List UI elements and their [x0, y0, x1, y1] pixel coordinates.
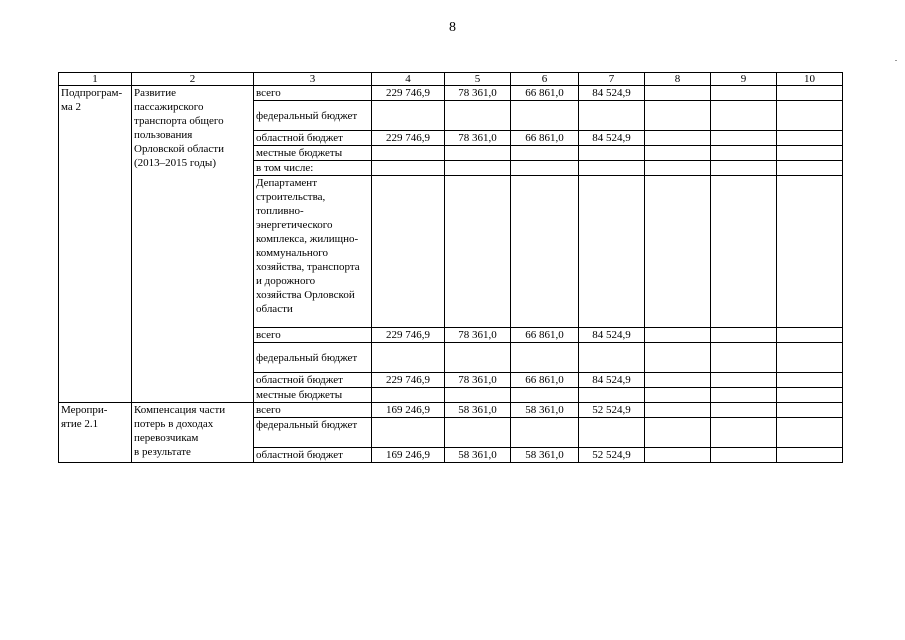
value-cell: 58 361,0	[511, 448, 579, 463]
subprogram-code: Подпрограм- ма 2	[59, 86, 132, 403]
value-cell: 169 246,9	[372, 448, 445, 463]
value-cell	[511, 161, 579, 176]
scan-artifact	[895, 60, 897, 61]
empty-cell	[711, 388, 777, 403]
value-cell: 66 861,0	[511, 86, 579, 101]
value-cell: 58 361,0	[445, 403, 511, 418]
value-cell	[445, 176, 511, 328]
value-cell	[445, 161, 511, 176]
column-number: 7	[579, 73, 645, 86]
value-cell: 78 361,0	[445, 328, 511, 343]
empty-cell	[645, 328, 711, 343]
column-number: 4	[372, 73, 445, 86]
value-cell	[372, 146, 445, 161]
value-cell	[579, 176, 645, 328]
page-number: 8	[449, 20, 456, 35]
value-cell: 84 524,9	[579, 86, 645, 101]
value-cell: 66 861,0	[511, 131, 579, 146]
column-number: 8	[645, 73, 711, 86]
empty-cell	[711, 161, 777, 176]
empty-cell	[777, 101, 843, 131]
empty-cell	[711, 101, 777, 131]
empty-cell	[645, 131, 711, 146]
empty-cell	[711, 418, 777, 448]
value-cell	[372, 388, 445, 403]
measure-code: Меропри- ятие 2.1	[59, 403, 132, 463]
funding-source: всего	[254, 328, 372, 343]
value-cell: 229 746,9	[372, 373, 445, 388]
funding-source: федеральный бюджет	[254, 343, 372, 373]
empty-cell	[711, 373, 777, 388]
empty-cell	[645, 176, 711, 328]
value-cell	[372, 101, 445, 131]
value-cell	[511, 418, 579, 448]
funding-source: областной бюджет	[254, 448, 372, 463]
empty-cell	[645, 388, 711, 403]
empty-cell	[645, 146, 711, 161]
value-cell	[372, 343, 445, 373]
funding-source: всего	[254, 403, 372, 418]
empty-cell	[711, 448, 777, 463]
column-number: 9	[711, 73, 777, 86]
empty-cell	[711, 86, 777, 101]
measure-name: Компенсация части потерь в доходах перевозчикам в результате	[132, 403, 254, 463]
value-cell	[511, 101, 579, 131]
value-cell: 52 524,9	[579, 448, 645, 463]
value-cell: 58 361,0	[511, 403, 579, 418]
value-cell	[511, 388, 579, 403]
funding-source: федеральный бюджет	[254, 418, 372, 448]
empty-cell	[645, 161, 711, 176]
value-cell	[511, 343, 579, 373]
funding-source: местные бюджеты	[254, 388, 372, 403]
value-cell	[445, 418, 511, 448]
value-cell	[579, 146, 645, 161]
empty-cell	[711, 343, 777, 373]
value-cell	[579, 101, 645, 131]
empty-cell	[711, 176, 777, 328]
empty-cell	[711, 403, 777, 418]
empty-cell	[645, 448, 711, 463]
funding-source: местные бюджеты	[254, 146, 372, 161]
value-cell: 66 861,0	[511, 373, 579, 388]
responsible-department: Департамент строительства, топливно- энергетического комплекса, жилищно- коммунального хозяйства, транспорта и дорожного хозяйства Орловской области	[254, 176, 372, 328]
empty-cell	[777, 161, 843, 176]
funding-source: федеральный бюджет	[254, 101, 372, 131]
empty-cell	[777, 146, 843, 161]
empty-cell	[711, 328, 777, 343]
value-cell	[445, 146, 511, 161]
empty-cell	[777, 343, 843, 373]
column-number: 10	[777, 73, 843, 86]
value-cell	[445, 343, 511, 373]
empty-cell	[645, 403, 711, 418]
empty-cell	[645, 343, 711, 373]
value-cell	[372, 418, 445, 448]
empty-cell	[645, 86, 711, 101]
value-cell: 84 524,9	[579, 131, 645, 146]
empty-cell	[777, 448, 843, 463]
value-cell	[579, 161, 645, 176]
empty-cell	[645, 373, 711, 388]
column-number: 6	[511, 73, 579, 86]
funding-source: областной бюджет	[254, 373, 372, 388]
value-cell	[579, 343, 645, 373]
value-cell: 169 246,9	[372, 403, 445, 418]
empty-cell	[777, 328, 843, 343]
value-cell: 78 361,0	[445, 373, 511, 388]
funding-source: областной бюджет	[254, 131, 372, 146]
value-cell: 84 524,9	[579, 373, 645, 388]
empty-cell	[777, 176, 843, 328]
value-cell: 78 361,0	[445, 86, 511, 101]
value-cell	[579, 388, 645, 403]
value-cell	[445, 101, 511, 131]
empty-cell	[645, 101, 711, 131]
table-row	[59, 403, 843, 418]
funding-source: всего	[254, 86, 372, 101]
value-cell	[445, 388, 511, 403]
value-cell: 229 746,9	[372, 86, 445, 101]
value-cell	[579, 418, 645, 448]
value-cell: 66 861,0	[511, 328, 579, 343]
value-cell	[511, 146, 579, 161]
column-number: 1	[59, 73, 132, 86]
value-cell: 78 361,0	[445, 131, 511, 146]
empty-cell	[777, 373, 843, 388]
value-cell: 52 524,9	[579, 403, 645, 418]
table-row	[59, 86, 843, 101]
empty-cell	[777, 86, 843, 101]
value-cell: 58 361,0	[445, 448, 511, 463]
empty-cell	[711, 146, 777, 161]
value-cell: 229 746,9	[372, 131, 445, 146]
value-cell	[372, 161, 445, 176]
funding-source: в том числе:	[254, 161, 372, 176]
empty-cell	[645, 418, 711, 448]
empty-cell	[777, 403, 843, 418]
subprogram-name: Развитие пассажирского транспорта общего пользования Орловской области (2013–2015 годы)	[132, 86, 254, 403]
empty-cell	[777, 388, 843, 403]
value-cell	[372, 176, 445, 328]
column-number: 2	[132, 73, 254, 86]
column-number: 5	[445, 73, 511, 86]
value-cell: 84 524,9	[579, 328, 645, 343]
value-cell	[511, 176, 579, 328]
empty-cell	[711, 131, 777, 146]
empty-cell	[777, 131, 843, 146]
column-number: 3	[254, 73, 372, 86]
column-number-row	[59, 73, 843, 86]
empty-cell	[777, 418, 843, 448]
budget-table	[58, 72, 843, 463]
value-cell: 229 746,9	[372, 328, 445, 343]
